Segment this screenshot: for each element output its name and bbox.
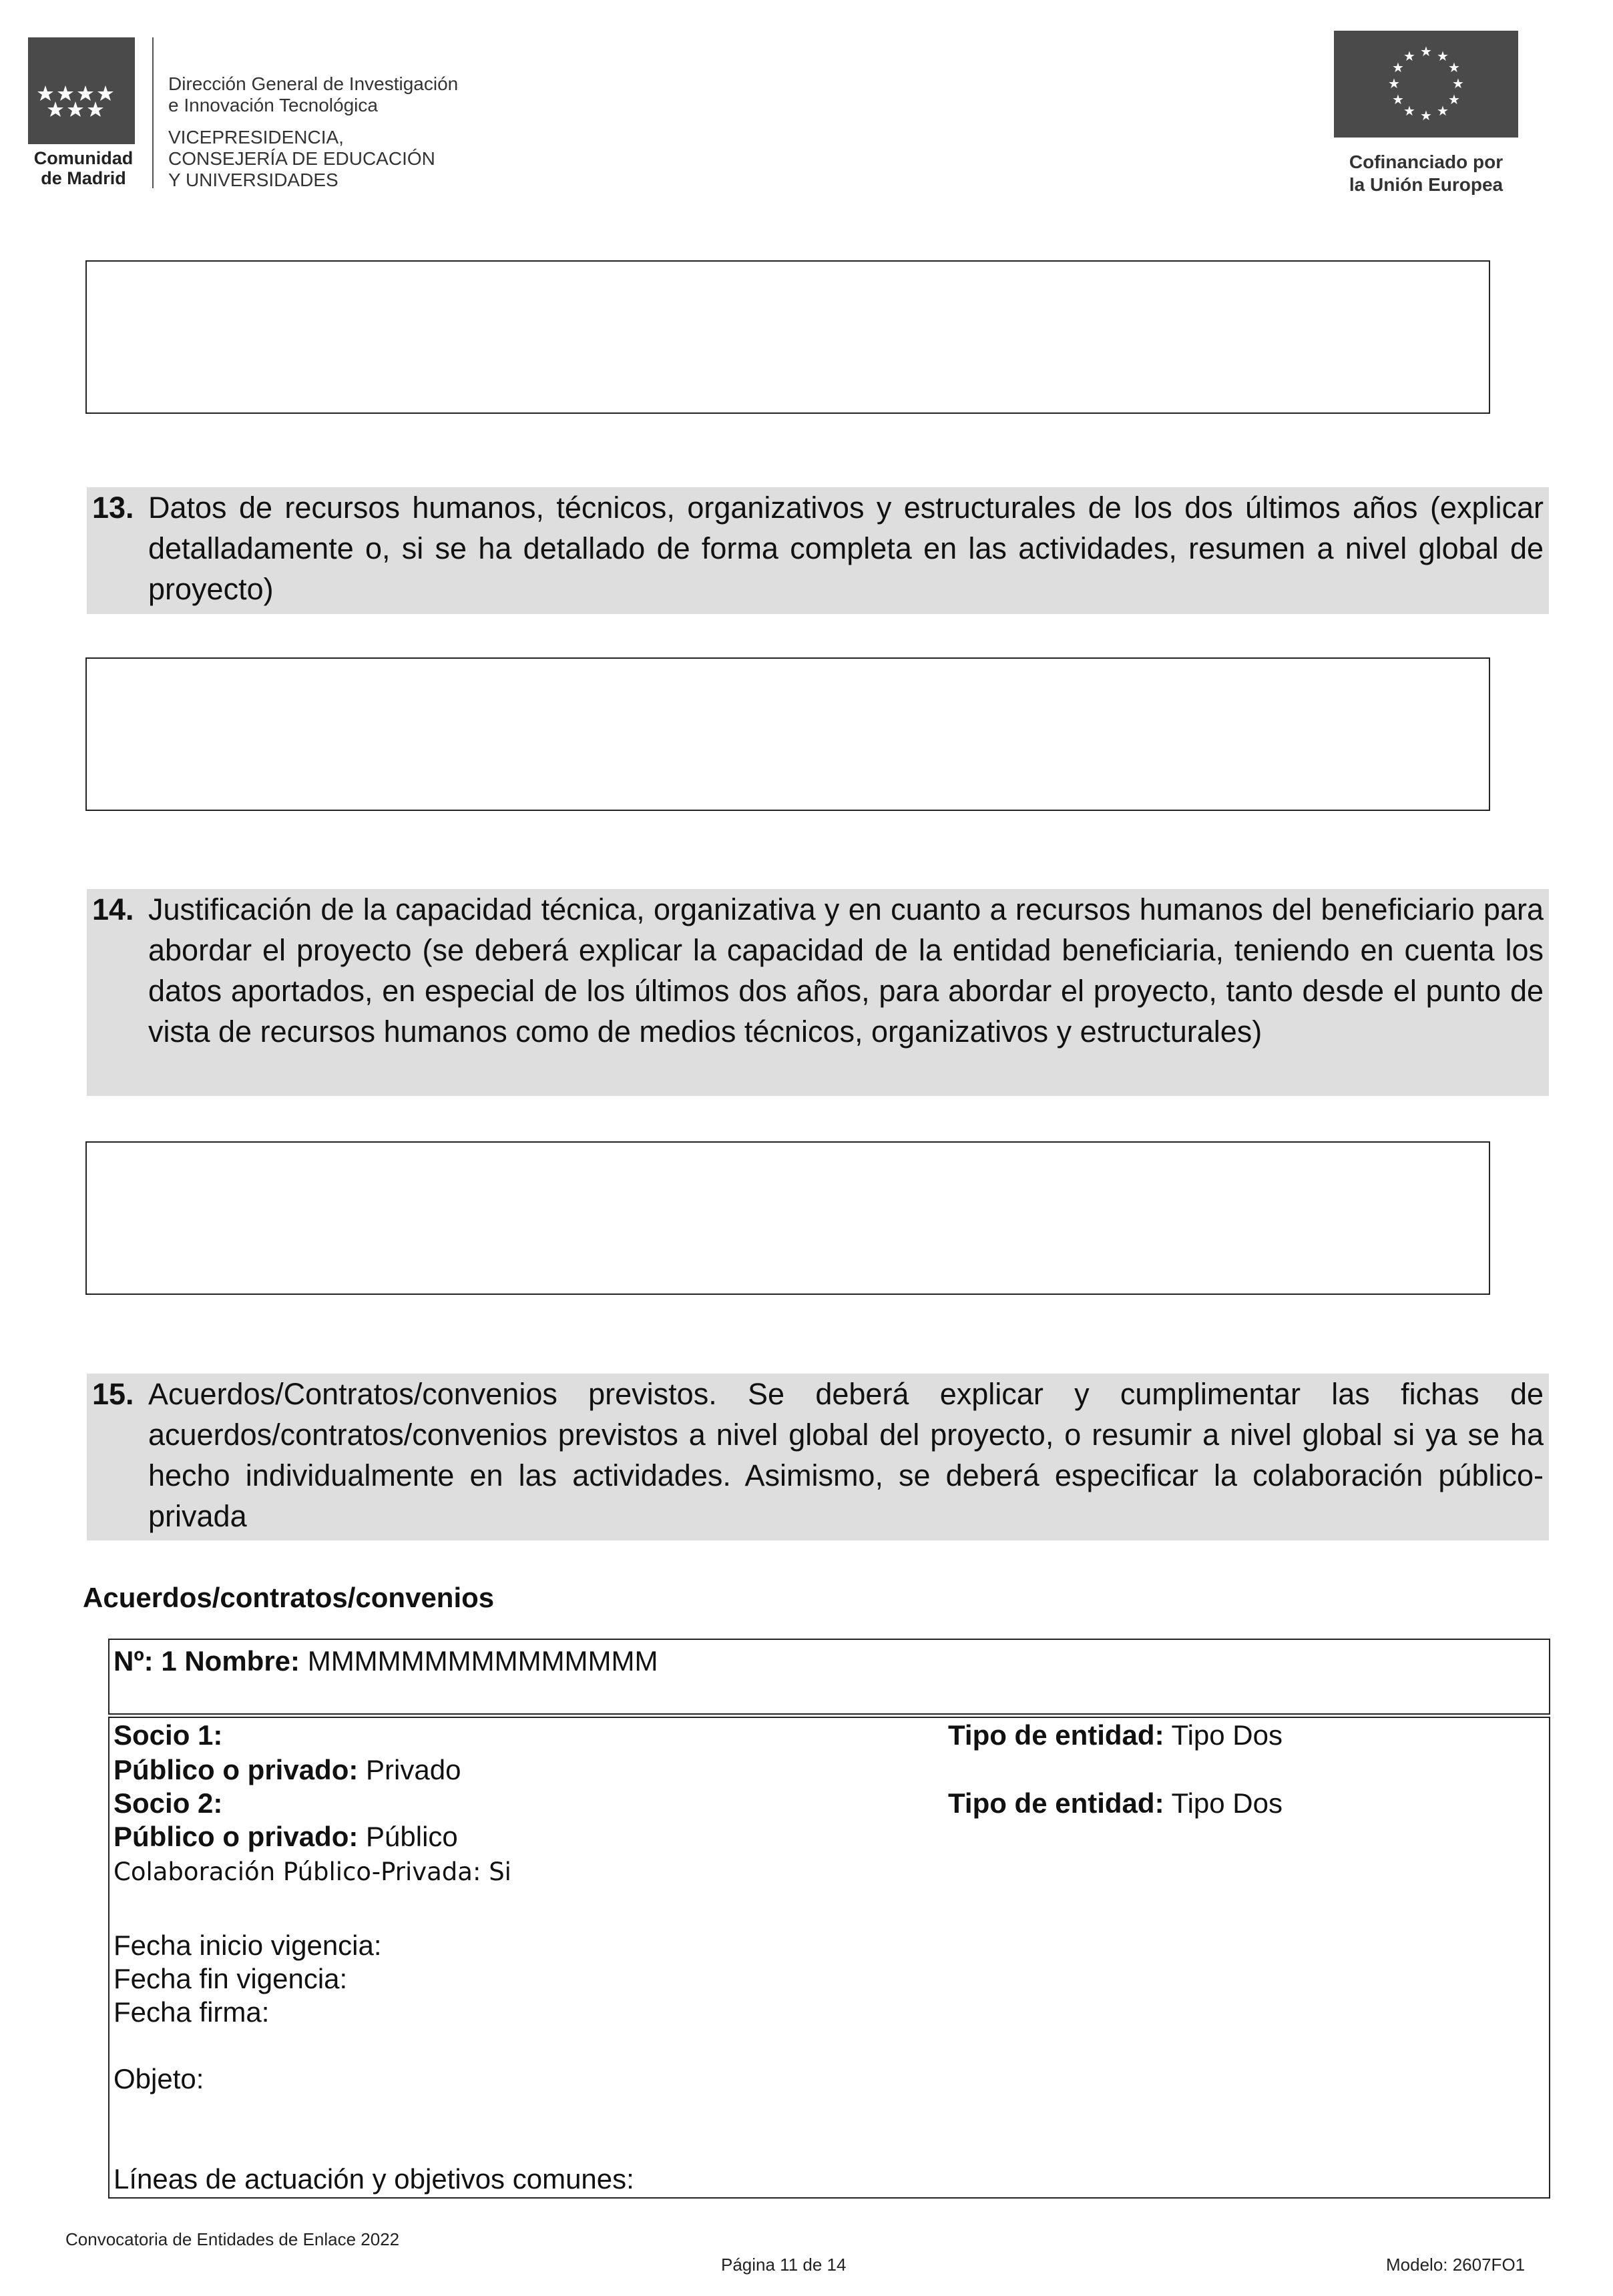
section-text: Acuerdos/Contratos/convenios previstos. Se deberá explicar y cumplimentar las fichas de acuerdos/contratos/convenios previstos a nivel global del proyecto, o resumir a nivel global si ya se ha hecho individualmente en las actividades. Asimismo, se deberá especificar la colaboración público-privada <box>148 1377 1544 1533</box>
eu-line2: la Unión Europea <box>1349 174 1504 195</box>
agreement-name-row <box>108 1639 1550 1715</box>
agreement-details <box>108 1717 1550 2199</box>
agreements-heading: Acuerdos/contratos/convenios <box>83 1582 495 1613</box>
region-name-line1: Comunidad <box>33 148 134 168</box>
section-13 <box>87 487 1549 614</box>
header-divider <box>152 37 154 188</box>
svg-text:★: ★ <box>1403 48 1415 64</box>
section-text: Datos de recursos humanos, técnicos, organizativos y estructurales de los dos últimos años (explicar detalladamente o, si se ha detallado de forma completa en las actividades, resumen a nivel global de proyecto) <box>148 491 1544 606</box>
dept-line1: Dirección General de Investigación <box>168 73 459 94</box>
svg-text:★: ★ <box>1448 91 1460 107</box>
socio1-tipo <box>948 1718 1283 1753</box>
svg-text:★: ★ <box>1448 59 1460 75</box>
comunidad-madrid-logo <box>28 37 135 144</box>
dept-line2: e Innovación Tecnológica <box>168 95 378 115</box>
section-number: 13. <box>92 491 134 525</box>
socio2-pp-value: Público <box>366 1821 458 1852</box>
socio1-publico-privado <box>113 1753 461 1787</box>
socio2-tipo-label: Tipo de entidad: <box>948 1787 1164 1819</box>
svg-text:★: ★ <box>1403 103 1415 119</box>
response-box-14[interactable] <box>85 1141 1490 1295</box>
eu-stars-icon <box>1334 31 1518 137</box>
section-number: 15. <box>92 1377 134 1411</box>
svg-text:★: ★ <box>1392 91 1404 107</box>
socio2-publico-privado <box>113 1819 458 1854</box>
socio1-tipo-label: Tipo de entidad: <box>948 1719 1164 1751</box>
section-14 <box>87 889 1549 1096</box>
svg-text:★: ★ <box>1388 75 1400 91</box>
svg-text:★: ★ <box>1452 75 1464 91</box>
svg-text:★: ★ <box>1437 48 1449 64</box>
dept-line4: CONSEJERÍA DE EDUCACIÓN <box>168 148 435 169</box>
socio2-pp-label: Público o privado: <box>113 1821 359 1852</box>
response-box-13[interactable] <box>85 657 1490 811</box>
socio2-tipo <box>948 1786 1283 1821</box>
agreement-name-value: MMMMMMMMMMMMMMM <box>307 1645 658 1677</box>
fecha-firma-label: Fecha firma: <box>113 1996 270 2028</box>
socio1-label: Socio 1: <box>113 1719 223 1751</box>
dept-line5: Y UNIVERSIDADES <box>168 170 338 190</box>
socio2-label: Socio 2: <box>113 1787 223 1819</box>
footer-left: Convocatoria de Entidades de Enlace 2022 <box>65 2229 400 2249</box>
footer-model: Modelo: 2607FO1 <box>1386 2255 1526 2275</box>
svg-text:★: ★ <box>1392 59 1404 75</box>
star-icon <box>28 37 135 144</box>
fecha-inicio-label: Fecha inicio vigencia: <box>113 1930 382 1961</box>
lineas-label: Líneas de actuación y objetivos comunes: <box>113 2163 634 2195</box>
eu-line1: Cofinanciado por <box>1349 152 1504 172</box>
svg-text:★: ★ <box>1420 107 1432 123</box>
section-15 <box>87 1374 1549 1540</box>
fecha-fin-label: Fecha fin vigencia: <box>113 1963 348 1994</box>
socio1-pp-value: Privado <box>366 1754 461 1785</box>
eu-cofinanced-text <box>1309 151 1544 196</box>
agreement-number-label: Nº: 1 Nombre: <box>113 1645 300 1677</box>
socio2-tipo-value: Tipo Dos <box>1171 1787 1283 1819</box>
response-box-12[interactable] <box>85 260 1490 414</box>
socio1-tipo-value: Tipo Dos <box>1171 1719 1283 1751</box>
footer-page: Página 11 de 14 <box>721 2255 847 2275</box>
socio1-pp-label: Público o privado: <box>113 1754 359 1785</box>
colaboracion-publico-privada: Colaboración Público-Privada: Si <box>113 1857 511 1886</box>
eu-flag-logo <box>1334 31 1518 137</box>
objeto-label: Objeto: <box>113 2063 204 2094</box>
section-text: Justificación de la capacidad técnica, organizativa y en cuanto a recursos humanos del beneficiario para abordar el proyecto (se deberá explicar la capacidad de la entidad beneficiaria, teniendo en cuenta los datos aportados, en especial de los últimos dos años, para abordar el proyecto, tanto desde el punto de vista de recursos humanos como de medios técnicos, organizativos y estructurales) <box>148 892 1544 1049</box>
dept-line3: VICEPRESIDENCIA, <box>168 127 344 148</box>
agreement-name <box>113 1644 658 1679</box>
region-name <box>27 148 140 188</box>
region-name-line2: de Madrid <box>41 168 126 188</box>
svg-text:★: ★ <box>1437 103 1449 119</box>
svg-text:★: ★ <box>1420 43 1432 59</box>
section-number: 14. <box>92 892 134 926</box>
